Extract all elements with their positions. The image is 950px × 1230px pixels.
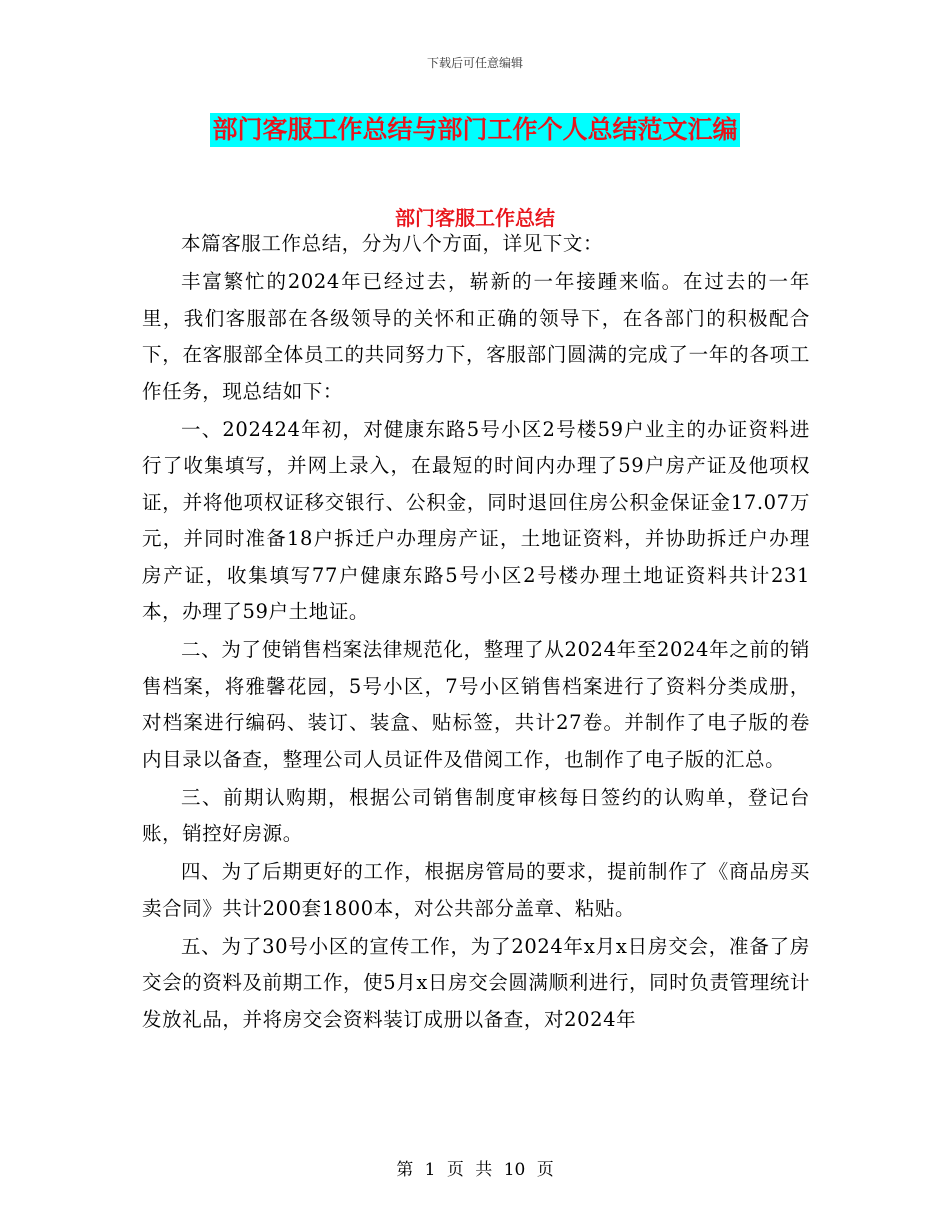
paragraph: 二、为了使销售档案法律规范化，整理了从2024年至2024年之前的销售档案，将雅馨花园，5号小区，7号小区销售档案进行了资料分类成册，对档案进行编码、装订、装盒、贴标签，共计27卷。并制作了电子版的卷内目录以备查，整理公司人员证件及借阅工作，也制作了电子版的汇总。 [142, 638, 810, 771]
paragraph: 五、为了30号小区的宣传工作，为了2024年x月x日房交会，准备了房交会的资料及前期工作，使5月x日房交会圆满顺利进行，同时负责管理统计发放礼品，并将房交会资料装订成册以备查，对2024年 [142, 934, 810, 1031]
page-footer: 第 1 页 共 10 页 [396, 1160, 554, 1180]
section-title: 部门客服工作总结 [395, 206, 555, 230]
paragraph: 四、为了后期更好的工作，根据房管局的要求，提前制作了《商品房买卖合同》共计200套1800本，对公共部分盖章、粘贴。 [142, 860, 810, 920]
paragraph: 本篇客服工作总结，分为八个方面，详见下文： [181, 232, 604, 255]
header-note: 下载后可任意编辑 [426, 56, 523, 70]
document-body [142, 226, 810, 1040]
document-title-text: 部门客服工作总结与部门工作个人总结范文汇编 [210, 113, 739, 147]
paragraph: 三、前期认购期，根据公司销售制度审核每日签约的认购单，登记台账，销控好房源。 [142, 785, 810, 845]
document-title [0, 113, 950, 147]
paragraph: 丰富繁忙的2024年已经过去，崭新的一年接踵来临。在过去的一年里，我们客服部在各级领导的关怀和正确的领导下，在各部门的积极配合下，在客服部全体员工的共同努力下，客服部门圆满的完成了一年的各项工作任务，现总结如下： [142, 270, 810, 403]
paragraph: 一、202424年初，对健康东路5号小区2号楼59户业主的办证资料进行了收集填写，并网上录入，在最短的时间内办理了59户房产证及他项权证，并将他项权证移交银行、公积金，同时退回住房公积金保证金17.07万元，并同时准备18户拆迁户办理房产证，土地证资料，并协助拆迁户办理房产证，收集填写77户健康东路5号小区2号楼办理土地证资料共计231本，办理了59户土地证。 [142, 417, 810, 623]
